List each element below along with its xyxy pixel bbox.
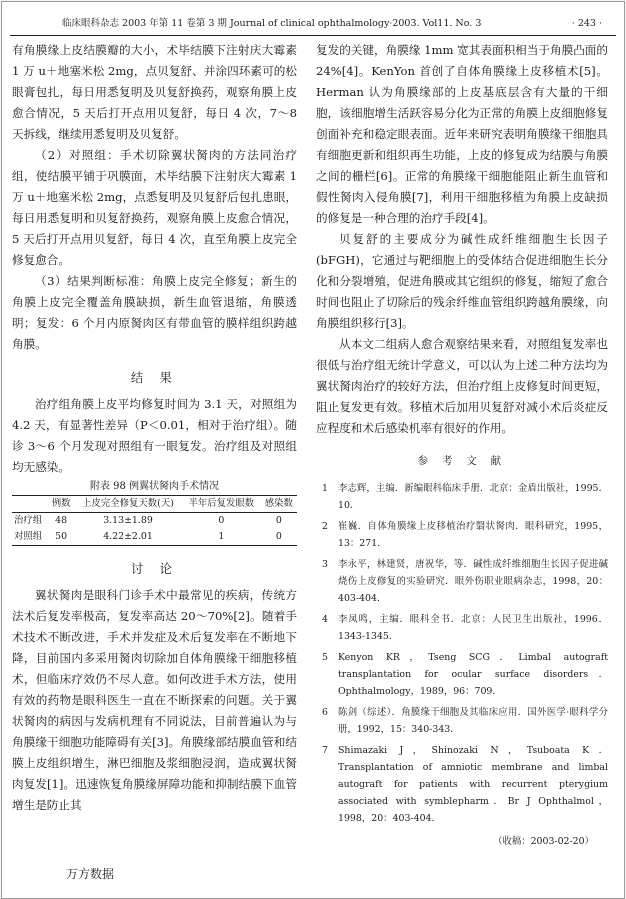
reference-item <box>316 611 608 645</box>
reference-item <box>316 649 608 700</box>
reference-text: 崔巍．自体角膜缘上皮移植治疗翳状胬肉．眼科研究，1995，13：271． <box>338 521 608 549</box>
right-column <box>316 40 608 847</box>
reference-text: 李凤鸣，主编．眼科全书．北京：人民卫生出版社，1996．1343-1345． <box>338 614 608 642</box>
reference-item <box>316 518 608 552</box>
table-caption: 附表 98 例翼状胬肉手术情况 <box>89 481 220 492</box>
paragraph-results: 治疗组角膜上皮平均修复时间为 3.1 天，对照组为 4.2 天，有显著性差异（P＜0.01，相对于治疗组）。随诊 3～6 个月发现对照组有一眼复发。治疗组及对照组均无感染。 <box>12 397 297 474</box>
reference-item <box>316 704 608 738</box>
journal-page <box>1 1 625 899</box>
reference-text: 李志辉，主编．新编眼科临床手册．北京：金盾出版社，1995．10． <box>338 483 608 511</box>
paragraph-method-treatment: 有角膜缘上皮结膜瓣的大小，术毕结膜下注射庆大霉素 1 万 u＋地塞米松 2mg，点贝复舒、并涂四环素可的松眼膏包扎，每日用悉复明及贝复舒换药，观察角膜上皮愈合情况，5 天后打开点用贝复舒，每日 4 次，7～8 天拆线，继续用悉复明及贝复舒。 <box>12 43 297 141</box>
results-table <box>12 495 297 546</box>
reference-item <box>316 742 608 827</box>
table-header-cell: 感染数 <box>264 498 293 509</box>
table-cell: 治疗组 <box>14 515 43 526</box>
table-cell: 0 <box>275 515 282 526</box>
watermark-footer: 万方数据 <box>66 867 115 881</box>
reference-text: 陈剑（综述）．角膜缘干细胞及其临床应用．国外医学·眼科学分册，1992，15：340-343． <box>338 707 608 735</box>
paragraph-method-control: （2）对照组：手术切除翼状胬肉的方法同治疗组，使结膜平铺于巩膜面，术毕结膜下注射庆大霉素 1 万 u＋地塞米松 2mg，点悉复明及贝复舒后包扎患眼，每日用悉复明和贝复舒换药，观察角膜上皮愈合情况，5 天后打开点用贝复舒，每日 4 次，直至角膜上皮完全修复愈合。 <box>12 148 297 267</box>
table-cell: 对照组 <box>14 531 43 542</box>
reference-text: Shimazaki J，Shinozaki N，Tsuboata K．Transplantation of amniotic membrane and limbal autograft for patients with recurrent pterygium associated with symblepharm．Br J Ophthalmol，1998，20：403-404． <box>338 745 608 824</box>
received-date: （收稿：2003-02-20） <box>493 836 594 847</box>
paragraph-discussion-continued: 复发的关键，角膜缘 1mm 宽其表面积相当于角膜凸面的 24%[4]。KenYon 首创了自体角膜缘上皮移植术[5]。Herman 认为角膜缘部的上皮基底层含有大量的干细胞，该细胞增生活跃容易分化为正常的角膜上皮细胞修复创面补充和稳定眼表面。近年来研究表明角膜缘干细胞具有细胞更新和组织再生功能，上皮的修复成为结膜与角膜之间的栅栏[6]。正常的角膜缘干细胞能阻止新生血管和假性胬肉入侵角膜[7]，利用干细胞移植为角膜上皮缺损的修复是一种合理的治疗手段[4]。 <box>316 43 608 225</box>
table-header-cell: 上皮完全修复天数(天) <box>82 498 174 509</box>
table-header-cell: 例数 <box>51 498 71 509</box>
paragraph-criteria: （3）结果判断标准：角膜上皮完全修复；新生的角膜上皮完全覆盖角膜缺损，新生血管退缩，角膜透明；复发：6 个月内原胬肉区有带血管的膜样组织跨越角膜。 <box>12 274 297 351</box>
reference-number: 7 <box>322 745 328 756</box>
discussion-heading: 讨 论 <box>130 561 179 576</box>
table-header-row <box>12 496 297 513</box>
paragraph-discussion: 翼状胬肉是眼科门诊手术中最常见的疾病，传统方法术后复发率极高，复发率高达 20～70%[2]。随着手术技术不断改进，手术并发症及术后复发率在不断地下降，目前国内多采用胬肉切除加自体角膜缘干细胞移植术，但临床疗效仍不尽人意。如何改进手术方法，使用有效的药物是眼科医生一直在不断探索的问题。关于翼状胬肉的病因与发病机理有不同说法，目前普遍认为与角膜缘干细胞功能障碍有关[3]。角膜缘部结膜血管和结膜上皮组织增生，淋巴细胞及浆细胞浸润，造成翼状胬肉复发[1]。迅速恢复角膜缘屏障功能和抑制结膜下血管增生是防止其 <box>12 588 297 812</box>
reference-number: 6 <box>322 707 328 718</box>
table-header-cell: 半年后复发眼数 <box>188 498 255 509</box>
table-cell: 50 <box>55 531 68 542</box>
running-header <box>20 16 606 32</box>
paragraph-bfgf: 贝复舒的主要成分为碱性成纤维细胞生长因子(bFGH)，它通过与靶细胞上的受体结合促进细胞生长分化和分裂增殖，促进角膜或其它组织的修复，缩短了愈合时间也阻止了切除后的残余纤维血管组织跨越角膜缘，向角膜组织移行[3]。 <box>316 232 608 330</box>
table-cell: 3.13±1.89 <box>103 515 153 526</box>
table-cell: 48 <box>55 515 68 526</box>
table-cell: 1 <box>218 531 225 542</box>
table-row <box>12 529 297 546</box>
reference-text: 李永平，林建贤，唐祝华，等．碱性成纤维细胞生长因子促进碱烧伤上皮修复的实验研究．眼外伤职业眼病杂志，1998，20：403-404． <box>338 559 608 604</box>
reference-number: 4 <box>322 614 328 625</box>
results-heading: 结 果 <box>130 370 179 385</box>
table-row <box>12 513 297 530</box>
reference-number: 5 <box>322 652 328 663</box>
reference-item <box>316 556 608 607</box>
journal-header: 临床眼科杂志 2003 年第 11 卷第 3 期 Journal of clinical ophthalmology·2003. Vol11. No. 3 <box>62 18 482 29</box>
references-heading: 参 考 文 献 <box>417 455 507 467</box>
paragraph-conclusion: 从本文二组病人愈合观察结果来看，对照组复发率也很低与治疗组无统计学意义，可以认为上述二种方法均为翼状胬肉治疗的较好方法，但治疗组上皮修复时间更短，阻止复发更有效。移植术后加用贝复舒对减小术后炎症反应程度和术后感染机率有很好的作用。 <box>316 337 608 435</box>
reference-list <box>316 480 608 827</box>
reference-item <box>316 480 608 514</box>
header-rule <box>10 35 616 36</box>
table-cell: 0 <box>275 531 282 542</box>
reference-text: Kenyon KR，Tseng SCG．Limbal autograft transplantation for ocular surface disorders．Ophthalmology，1989，96：709． <box>338 652 608 697</box>
table-cell: 0 <box>218 515 225 526</box>
page-number: · 243 · <box>571 18 602 29</box>
reference-number: 1 <box>322 483 328 494</box>
table-cell: 4.22±2.01 <box>103 531 153 542</box>
table-header-cell <box>12 496 48 513</box>
reference-number: 2 <box>322 521 328 532</box>
reference-number: 3 <box>322 559 328 570</box>
left-column <box>12 40 297 816</box>
